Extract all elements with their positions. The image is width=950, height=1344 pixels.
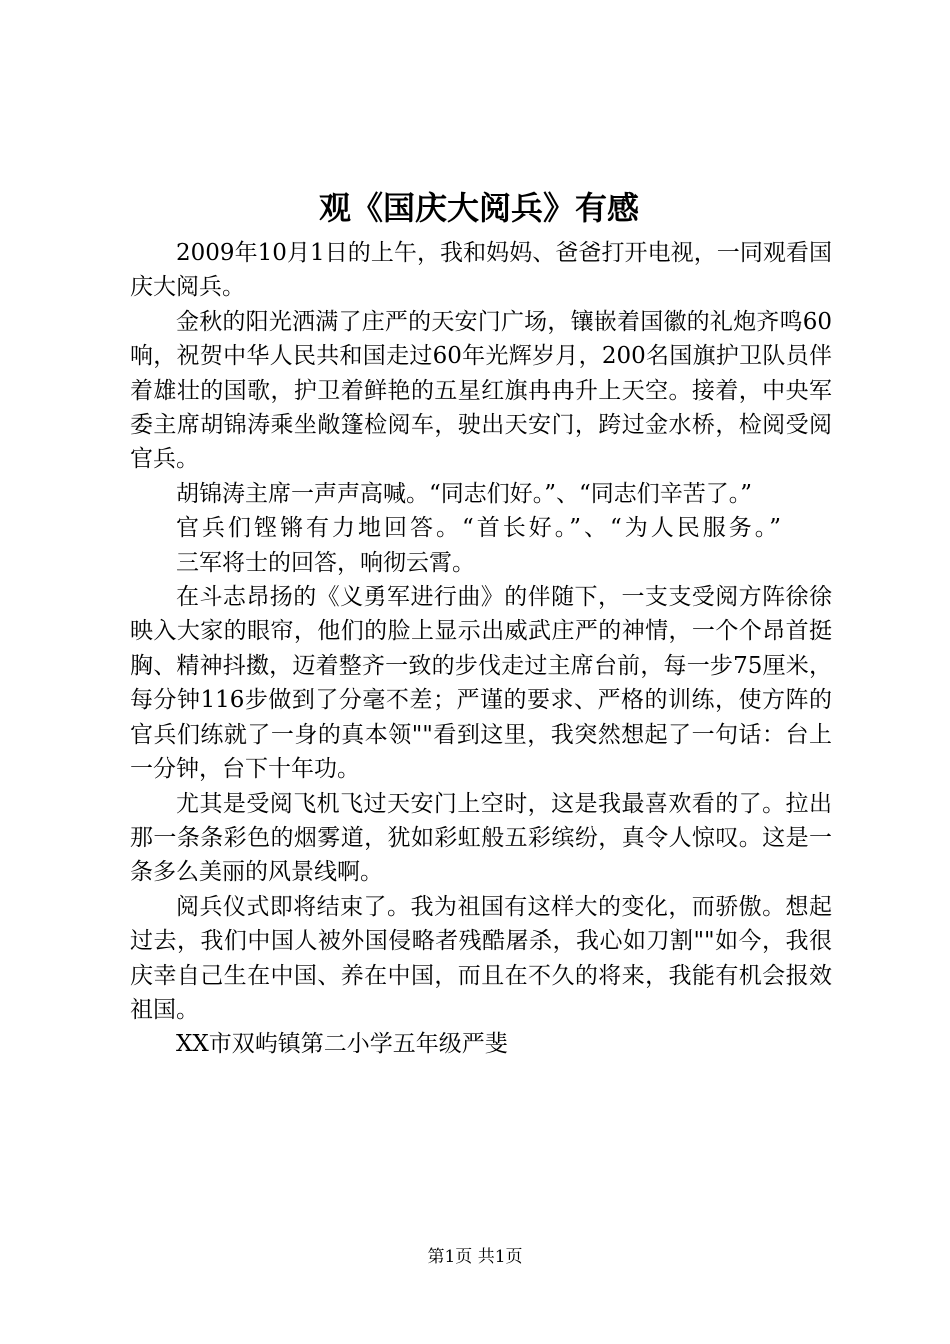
paragraph-greeting: 胡锦涛主席一声声高喊。“同志们好。”、“同志们辛苦了。” [176, 480, 753, 507]
paragraph-intro: 2009年10月1日的上午，我和妈妈、爸爸打开电视，一同观看国庆大阅兵。 [130, 240, 832, 301]
paragraph-conclusion: 阅兵仪式即将结束了。我为祖国有这样大的变化，而骄傲。想起过去，我们中国人被外国侵略者残酷屠杀，我心如刀割""如今，我很庆幸自己生在中国、养在中国，而且在不久的将来，我能有机会报效祖国。 [130, 893, 832, 1023]
page-title: 观《国庆大阅兵》有感 [318, 189, 639, 227]
paragraph-reply: 官兵们铿锵有力地回答。“首长好。”、“为人民服务。” [176, 515, 785, 542]
document-body [130, 236, 832, 1062]
paragraph-ceremony: 金秋的阳光洒满了庄严的天安门广场，镶嵌着国徽的礼炮齐鸣60响，祝贺中华人民共和国走过60年光辉岁月，200名国旗护卫队员伴着雄壮的国歌，护卫着鲜艳的五星红旗冉冉升上天空。接着，中央军委主席胡锦涛乘坐敞篷检阅车，驶出天安门，跨过金水桥，检阅受阅官兵。 [130, 308, 832, 473]
paragraph-march: 在斗志昂扬的《义勇军进行曲》的伴随下，一支支受阅方阵徐徐映入大家的眼帘，他们的脸上显示出威武庄严的神情，一个个昂首挺胸、精神抖擞，迈着整齐一致的步伐走过主席台前，每一步75厘米，每分钟116步做到了分毫不差；严谨的要求、严格的训练，使方阵的官兵们练就了一身的真本领""看到这里，我突然想起了一句话：台上一分钟，台下十年功。 [130, 584, 832, 783]
page-footer: 第1页 共1页 [427, 1247, 523, 1267]
paragraph-aircraft: 尤其是受阅飞机飞过天安门上空时，这是我最喜欢看的了。拉出那一条条彩色的烟雾道，犹如彩虹般五彩缤纷，真令人惊叹。这是一条多么美丽的风景线啊。 [130, 790, 832, 886]
author-signature: XX市双屿镇第二小学五年级严斐 [176, 1031, 508, 1058]
paragraph-echo: 三军将士的回答，响彻云霄。 [176, 549, 475, 576]
